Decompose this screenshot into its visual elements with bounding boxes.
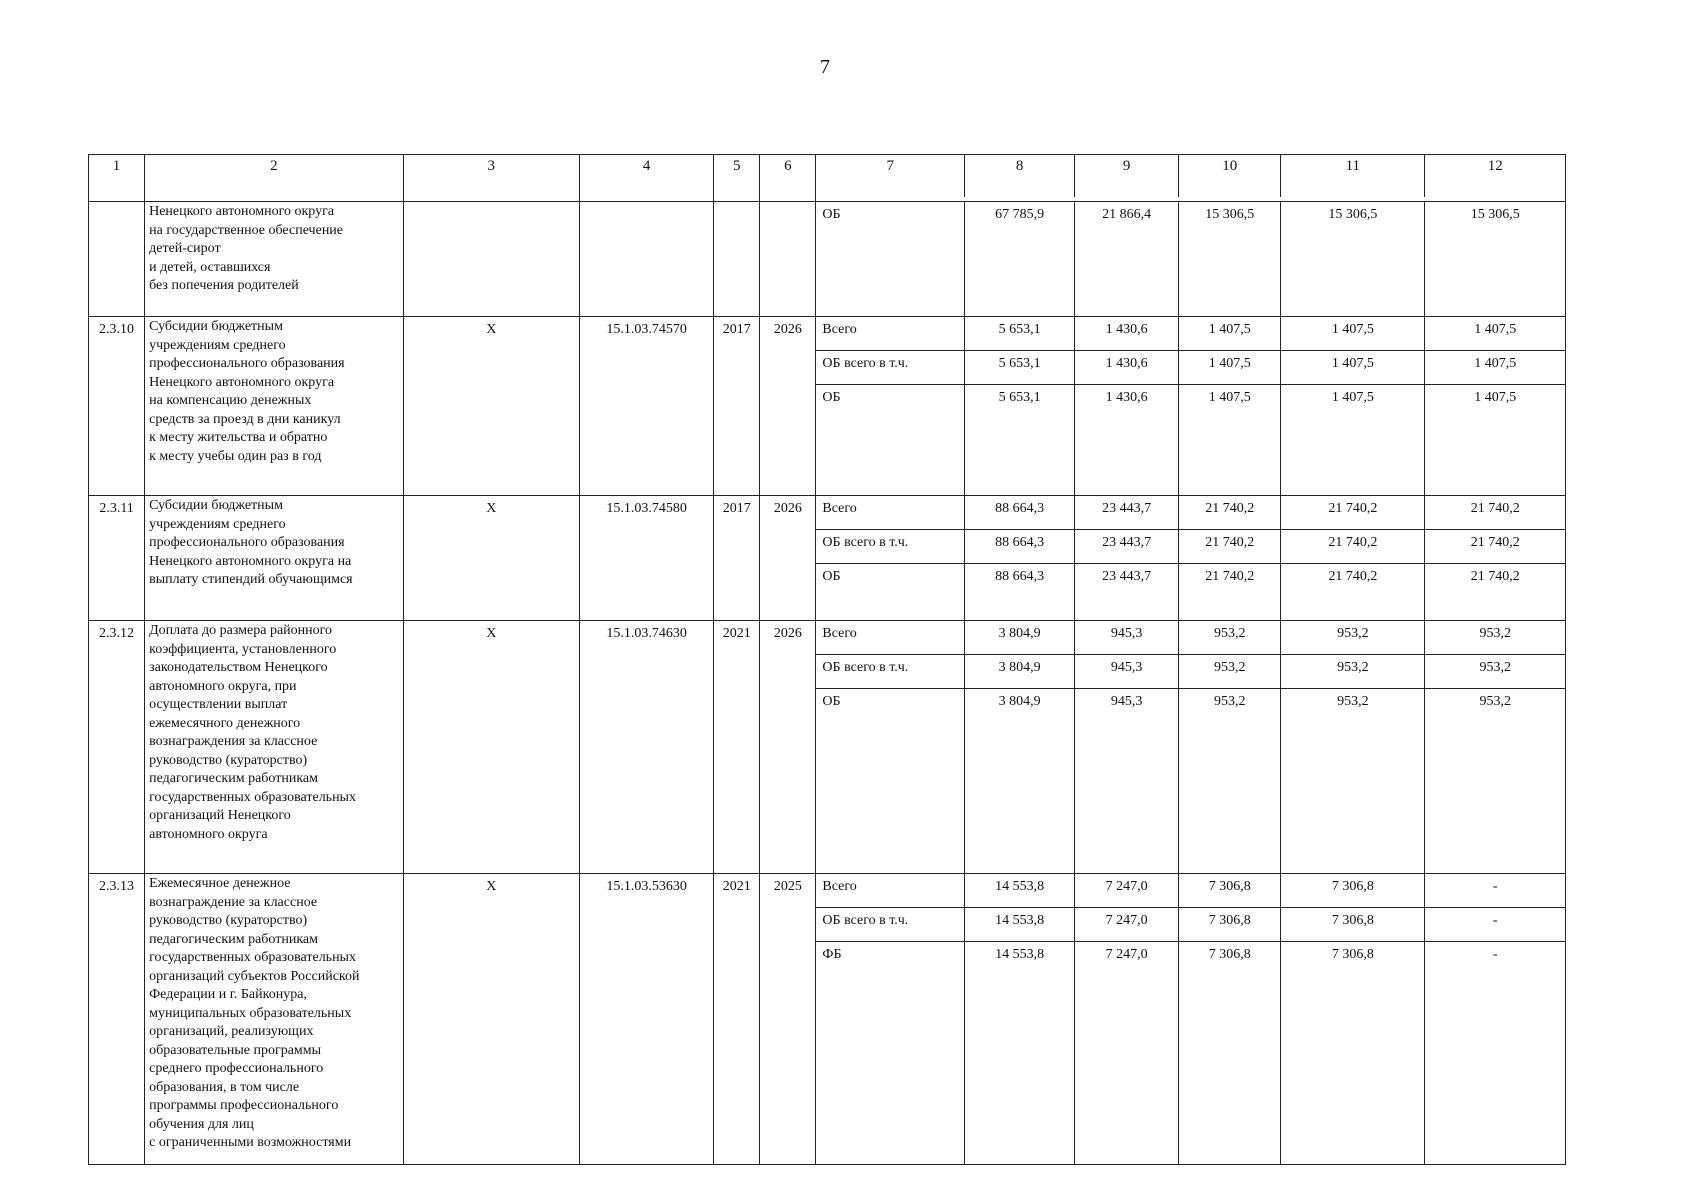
amount-total: 14 553,8 [965, 942, 1075, 1165]
funding-source: ОБ всего в т.ч. [816, 530, 964, 564]
amount-year-1: 23 443,7 [1075, 530, 1179, 564]
funding-row [816, 874, 1565, 908]
amount-year-3: 953,2 [1281, 621, 1425, 655]
amount-year-2: 1 407,5 [1179, 317, 1281, 351]
funding-source: Всего [816, 621, 964, 655]
funding-row [816, 385, 1565, 496]
amount-total: 14 553,8 [965, 908, 1075, 942]
amount-year-4: - [1425, 874, 1565, 908]
amount-year-3: 1 407,5 [1281, 317, 1425, 351]
funding-subtable [816, 874, 1565, 1164]
amount-total: 88 664,3 [965, 564, 1075, 621]
amount-year-3: 7 306,8 [1281, 874, 1425, 908]
funding-source: ФБ [816, 942, 964, 1165]
amount-year-3: 15 306,5 [1281, 202, 1425, 316]
row-marker: X [403, 874, 579, 1165]
amount-year-1: 7 247,0 [1075, 874, 1179, 908]
header-cell: 11 [1281, 155, 1425, 197]
amount-year-4: 953,2 [1425, 621, 1565, 655]
row-budget-code: 15.1.03.53630 [579, 874, 713, 1165]
amount-year-3: 1 407,5 [1281, 385, 1425, 496]
amount-year-2: 21 740,2 [1179, 530, 1281, 564]
funding-row [816, 351, 1565, 385]
funding-source: ОБ всего в т.ч. [816, 908, 964, 942]
amount-year-3: 21 740,2 [1281, 530, 1425, 564]
amount-year-4: - [1492, 947, 1498, 962]
amount-year-1: 1 430,6 [1075, 351, 1179, 385]
funding-source: Всего [816, 874, 964, 908]
row-budget-code: 15.1.03.74630 [579, 621, 713, 874]
header-cell: 3 [403, 155, 579, 202]
table-row [89, 202, 1566, 317]
header-cell: 4 [579, 155, 713, 202]
row-start-year: 2017 [714, 317, 760, 496]
funding-row [816, 655, 1565, 689]
page-number: 7 [820, 56, 830, 78]
amount-total: 88 664,3 [965, 530, 1075, 564]
amount-year-4: 953,2 [1425, 655, 1565, 689]
row-number: 2.3.13 [89, 874, 145, 1165]
amount-year-1: 7 247,0 [1075, 942, 1179, 1165]
amount-total: 3 804,9 [965, 621, 1075, 655]
funding-subtable [816, 317, 1565, 495]
funding-row [816, 496, 1565, 530]
amount-year-4: 21 740,2 [1425, 530, 1565, 564]
amount-total: 88 664,3 [965, 496, 1075, 530]
funding-group [816, 621, 1566, 874]
funding-group [816, 317, 1566, 496]
funding-row [816, 908, 1565, 942]
row-description: Доплата до размера районного коэффициента, установленного законодательством Ненецкого автономного округа, при осуществлении выплат ежемесячного денежного вознаграждения за классное руководство (кураторство) педагогическим работникам государственных образовательных организаций Ненецкого автономного округа [145, 621, 404, 874]
amount-year-2: 21 740,2 [1179, 564, 1281, 621]
amount-year-4: 1 407,5 [1474, 390, 1517, 405]
header-row [89, 155, 1566, 202]
header-cell: 2 [145, 155, 404, 202]
funding-subtable [816, 496, 1565, 620]
row-description: Субсидии бюджетным учреждениям среднего профессионального образования Ненецкого автономного округа на компенсацию денежных средств за проезд в дни каникул к месту жительства и обратно к месту учебы один раз в год [145, 317, 404, 496]
row-start-year: 2017 [714, 496, 760, 621]
row-marker: X [403, 621, 579, 874]
amount-year-2: 7 306,8 [1179, 874, 1281, 908]
program-table [88, 154, 1566, 1165]
amount-year-1: 21 866,4 [1075, 202, 1179, 316]
table-row [89, 621, 1566, 874]
amount-year-3: 953,2 [1281, 689, 1425, 874]
amount-year-4: 21 740,2 [1470, 569, 1520, 584]
amount-year-2: 953,2 [1179, 689, 1281, 874]
amount-total: 67 785,9 [965, 202, 1075, 316]
amount-year-3: 21 740,2 [1281, 564, 1425, 621]
amount-total: 5 653,1 [965, 317, 1075, 351]
header-cell: 12 [1487, 158, 1503, 174]
header-cell: 9 [1075, 155, 1179, 197]
amount-year-2: 953,2 [1179, 655, 1281, 689]
funding-row [816, 942, 1565, 1165]
funding-group [816, 874, 1566, 1165]
row-budget-code [579, 202, 713, 317]
row-number [89, 202, 145, 317]
amount-year-2: 21 740,2 [1179, 496, 1281, 530]
row-end-year [760, 202, 816, 317]
amount-total: 14 553,8 [965, 874, 1075, 908]
amount-total: 5 653,1 [965, 385, 1075, 496]
row-end-year: 2025 [760, 874, 816, 1165]
amount-year-1: 7 247,0 [1075, 908, 1179, 942]
amount-year-1: 23 443,7 [1075, 564, 1179, 621]
funding-source: ОБ [816, 385, 964, 496]
row-end-year: 2026 [760, 621, 816, 874]
row-start-year: 2021 [714, 621, 760, 874]
amount-year-3: 21 740,2 [1281, 496, 1425, 530]
row-description: Субсидии бюджетным учреждениям среднего профессионального образования Ненецкого автономного округа на выплату стипендий обучающимся [145, 496, 404, 621]
amount-total: 5 653,1 [965, 351, 1075, 385]
row-number: 2.3.10 [89, 317, 145, 496]
amount-year-2: 7 306,8 [1179, 942, 1281, 1165]
header-cell: 7 [816, 155, 964, 197]
funding-source: ОБ всего в т.ч. [816, 351, 964, 385]
funding-source: ОБ всего в т.ч. [816, 655, 964, 689]
amount-year-1: 1 430,6 [1075, 317, 1179, 351]
amount-year-1: 23 443,7 [1075, 496, 1179, 530]
funding-row [816, 621, 1565, 655]
funding-row [816, 689, 1565, 874]
row-start-year: 2021 [714, 874, 760, 1165]
row-end-year: 2026 [760, 496, 816, 621]
funding-subtable [816, 621, 1565, 873]
amount-total: 3 804,9 [965, 655, 1075, 689]
table-row [89, 874, 1566, 1165]
funding-source: Всего [816, 496, 964, 530]
table-row [89, 496, 1566, 621]
amount-year-4: 1 407,5 [1425, 317, 1565, 351]
funding-row [816, 530, 1565, 564]
funding-row [816, 317, 1565, 351]
amount-year-2: 7 306,8 [1179, 908, 1281, 942]
header-cell: 8 [965, 155, 1075, 197]
header-cell: 1 [89, 155, 145, 202]
header-cell: 5 [714, 155, 760, 202]
amount-year-2: 1 407,5 [1179, 385, 1281, 496]
table-row [89, 317, 1566, 496]
row-marker [403, 202, 579, 317]
amount-year-2: 953,2 [1179, 621, 1281, 655]
amount-year-1: 945,3 [1075, 655, 1179, 689]
row-end-year: 2026 [760, 317, 816, 496]
row-budget-code: 15.1.03.74570 [579, 317, 713, 496]
amount-year-1: 945,3 [1075, 689, 1179, 874]
header-cell: 6 [760, 155, 816, 202]
amount-year-3: 1 407,5 [1281, 351, 1425, 385]
row-start-year [714, 202, 760, 317]
amount-total: 3 804,9 [965, 689, 1075, 874]
amount-year-4: 953,2 [1479, 694, 1511, 709]
amount-year-4: 1 407,5 [1425, 351, 1565, 385]
row-budget-code: 15.1.03.74580 [579, 496, 713, 621]
row-number: 2.3.12 [89, 621, 145, 874]
funding-group [816, 202, 1566, 317]
amount-year-4: - [1425, 908, 1565, 942]
amount-year-4: 21 740,2 [1425, 496, 1565, 530]
row-description: Ненецкого автономного округа на государственное обеспечение детей-сирот и детей, оставшихся без попечения родителей [145, 202, 404, 317]
amount-year-3: 7 306,8 [1281, 908, 1425, 942]
header-subtable [816, 155, 1565, 197]
amount-year-3: 7 306,8 [1281, 942, 1425, 1165]
amount-year-1: 945,3 [1075, 621, 1179, 655]
funding-source: ОБ [816, 202, 964, 316]
row-number: 2.3.11 [89, 496, 145, 621]
funding-subtable [816, 202, 1565, 316]
amount-year-3: 953,2 [1281, 655, 1425, 689]
funding-source: Всего [816, 317, 964, 351]
row-marker: X [403, 496, 579, 621]
funding-group [816, 496, 1566, 621]
row-description: Ежемесячное денежное вознаграждение за классное руководство (кураторство) педагогическим работникам государственных образовательных организаций субъектов Российской Федерации и г. Байконура, муниципальных образовательных организаций, реализующих образовательные программы среднего профессионального образования, в том числе программы профессионального обучения для лиц с ограниченными возможностями [145, 874, 404, 1165]
amount-year-2: 1 407,5 [1179, 351, 1281, 385]
row-marker: X [403, 317, 579, 496]
amount-year-2: 15 306,5 [1179, 202, 1281, 316]
funding-source: ОБ [816, 689, 964, 874]
amount-year-1: 1 430,6 [1075, 385, 1179, 496]
amount-year-4: 15 306,5 [1470, 207, 1520, 222]
header-cell: 10 [1179, 155, 1281, 197]
funding-row [816, 202, 1565, 316]
header-funding-group [816, 155, 1566, 202]
funding-row [816, 564, 1565, 621]
funding-source: ОБ [816, 564, 964, 621]
